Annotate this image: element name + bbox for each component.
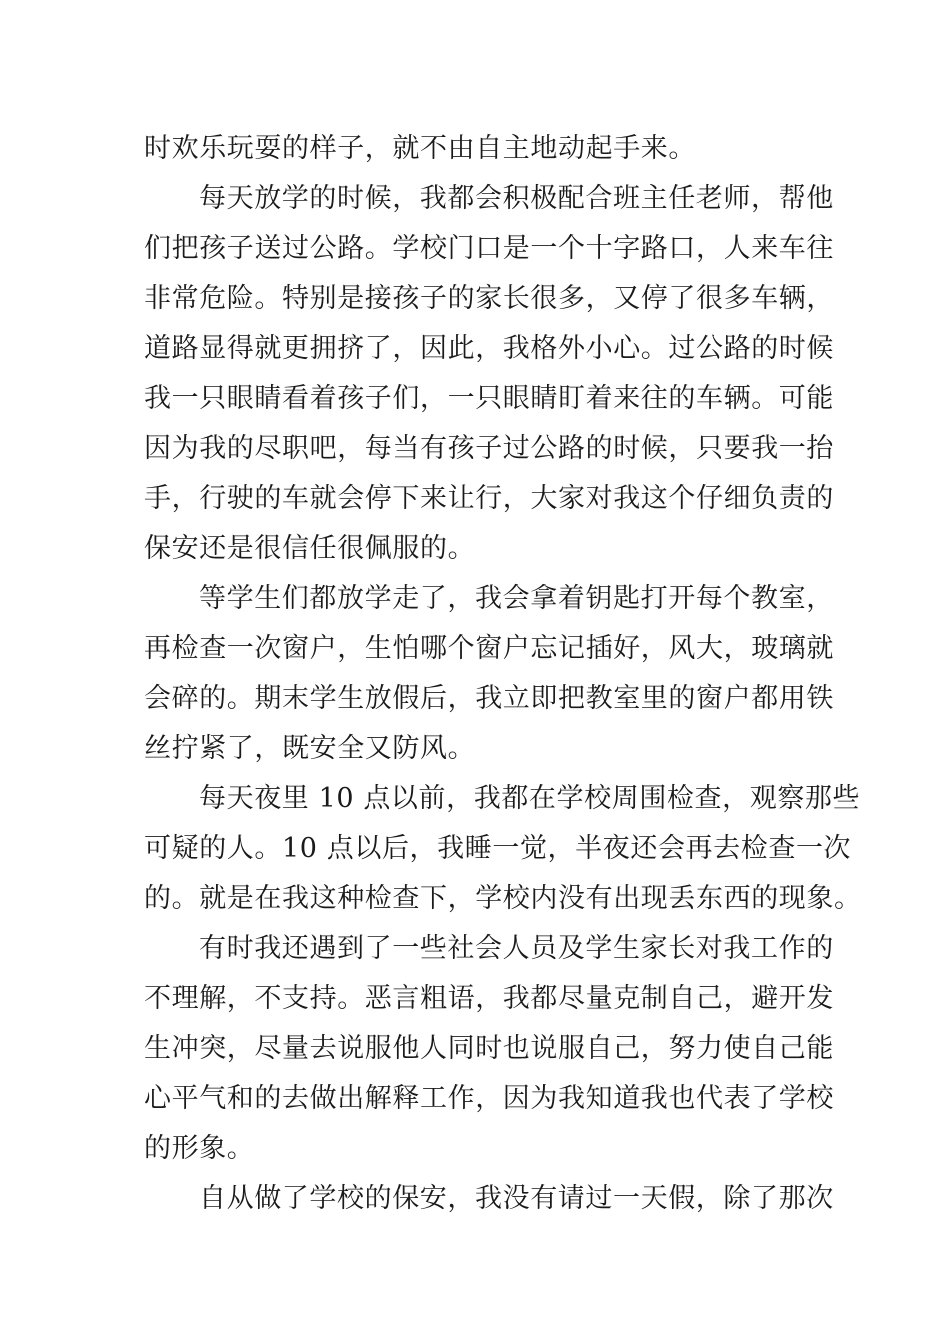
text-line: 不理解，不支持。恶言粗语，我都尽量克制自己，避开发 (144, 983, 834, 1014)
text-line: 的。就是在我这种检查下，学校内没有出现丢东西的现象。 (144, 883, 862, 914)
paragraph-first-line: 自从做了学校的保安，我没有请过一天假，除了那次 (199, 1183, 834, 1214)
text-line: 可疑的人。10 点以后，我睡一觉，半夜还会再去检查一次 (144, 833, 852, 864)
text-line: 因为我的尽职吧，每当有孩子过公路的时候，只要我一抬 (144, 433, 834, 464)
text-line: 手，行驶的车就会停下来让行，大家对我这个仔细负责的 (144, 483, 834, 514)
text-line: 会碎的。期末学生放假后，我立即把教室里的窗户都用铁 (144, 683, 834, 714)
paragraph-first-line: 等学生们都放学走了，我会拿着钥匙打开每个教室， (199, 583, 834, 614)
text-line: 的形象。 (144, 1133, 255, 1164)
text-line: 非常危险。特别是接孩子的家长很多，又停了很多车辆， (144, 283, 834, 314)
paragraph-first-line: 每天夜里 10 点以前，我都在学校周围检查，观察那些 (199, 783, 861, 814)
text-line: 心平气和的去做出解释工作，因为我知道我也代表了学校 (144, 1083, 834, 1114)
text-line: 道路显得就更拥挤了，因此，我格外小心。过公路的时候 (144, 333, 834, 364)
paragraph-first-line: 有时我还遇到了一些社会人员及学生家长对我工作的 (199, 933, 834, 964)
text-line: 保安还是很信任很佩服的。 (144, 533, 476, 564)
text-line: 丝拧紧了，既安全又防风。 (144, 733, 476, 764)
text-line: 生冲突，尽量去说服他人同时也说服自己，努力使自己能 (144, 1033, 834, 1064)
text-line: 再检查一次窗户，生怕哪个窗户忘记插好，风大，玻璃就 (144, 633, 834, 664)
paragraph-first-line: 每天放学的时候，我都会积极配合班主任老师，帮他 (199, 183, 834, 214)
text-line: 我一只眼睛看着孩子们，一只眼睛盯着来往的车辆。可能 (144, 383, 834, 414)
text-line: 时欢乐玩耍的样子，就不由自主地动起手来。 (144, 133, 696, 164)
text-line: 们把孩子送过公路。学校门口是一个十字路口，人来车往 (144, 233, 834, 264)
